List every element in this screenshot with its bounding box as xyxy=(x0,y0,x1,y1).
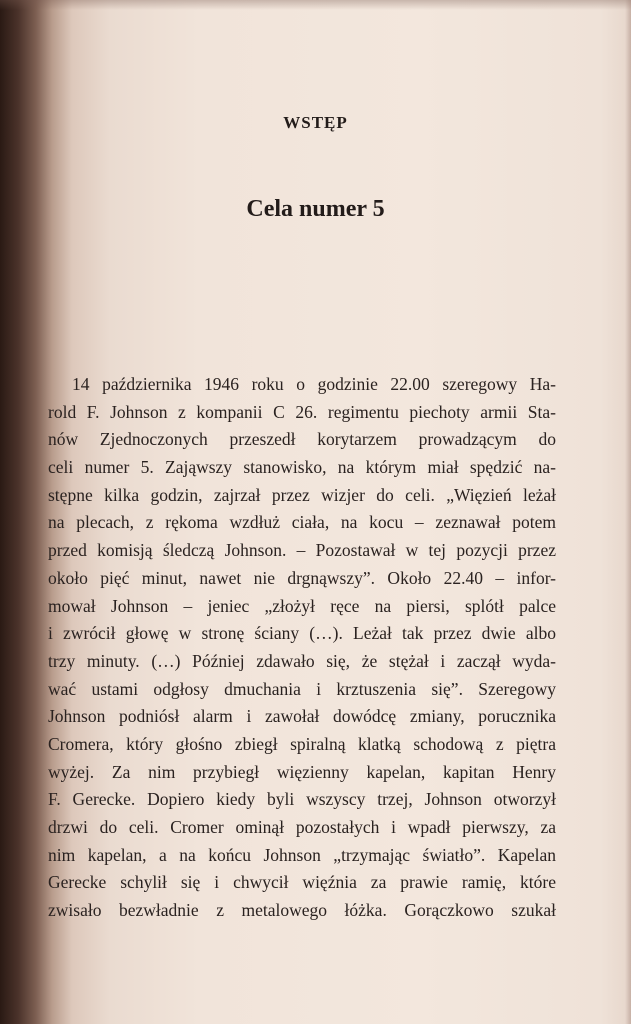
text-line: wać ustami odgłosy dmuchania i krztuszenia się”. Szeregowy xyxy=(48,678,556,699)
text-line: zwisało bezwładnie z metalowego łóżka. Gorączkowo szukał xyxy=(48,900,556,921)
section-label: WSTĘP xyxy=(283,113,348,132)
text-line: nim kapelan, a na końcu Johnson „trzymając światło”. Kapelan xyxy=(48,844,556,865)
page-top-shadow xyxy=(0,0,631,10)
text-line: stępne kilka godzin, zajrzał przez wizjer do celi. „Więzień leżał xyxy=(48,484,556,505)
text-line: mował Johnson – jeniec „złożył ręce na piersi, splótł palce xyxy=(48,595,556,616)
text-line: około pięć minut, nawet nie drgnąwszy”. Około 22.40 – infor- xyxy=(48,567,556,588)
text-line: wyżej. Za nim przybiegł więzienny kapelan, kapitan Henry xyxy=(48,761,556,782)
text-line: na plecach, z rękoma wzdłuż ciała, na kocu – zeznawał potem xyxy=(48,512,556,533)
text-line: celi numer 5. Zająwszy stanowisko, na którym miał spędzić na- xyxy=(48,457,556,478)
text-line: rold F. Johnson z kompanii C 26. regimentu piechoty armii Sta- xyxy=(48,401,556,422)
text-line: F. Gerecke. Dopiero kiedy byli wszyscy trzej, Johnson otworzył xyxy=(48,789,556,810)
text-line: przed komisją śledczą Johnson. – Pozostawał w tej pozycji przez xyxy=(48,540,556,561)
text-line: drzwi do celi. Cromer ominął pozostałych i wpadł pierwszy, za xyxy=(48,817,556,837)
text-line: i zwrócił głowę w stronę ściany (…). Leżał tak przez dwie albo xyxy=(48,623,556,644)
chapter-title: Cela numer 5 xyxy=(246,196,385,222)
text-line: 14 października 1946 roku o godzinie 22.00 szeregowy Ha- xyxy=(72,374,556,394)
body-paragraph xyxy=(48,371,556,925)
text-line: Gerecke schylił się i chwycił więźnia za prawie ramię, które xyxy=(48,872,556,893)
page-right-edge xyxy=(625,0,631,1024)
text-line: nów Zjednoczonych przeszedł korytarzem prowadzącym do xyxy=(48,429,556,450)
text-line: trzy minuty. (…) Później zdawało się, że stężał i zaczął wyda- xyxy=(48,650,556,671)
text-line: Johnson podniósł alarm i zawołał dowódcę zmiany, porucznika xyxy=(48,706,556,727)
text-line: Cromera, który głośno zbiegł spiralną klatką schodową z piętra xyxy=(48,733,556,754)
